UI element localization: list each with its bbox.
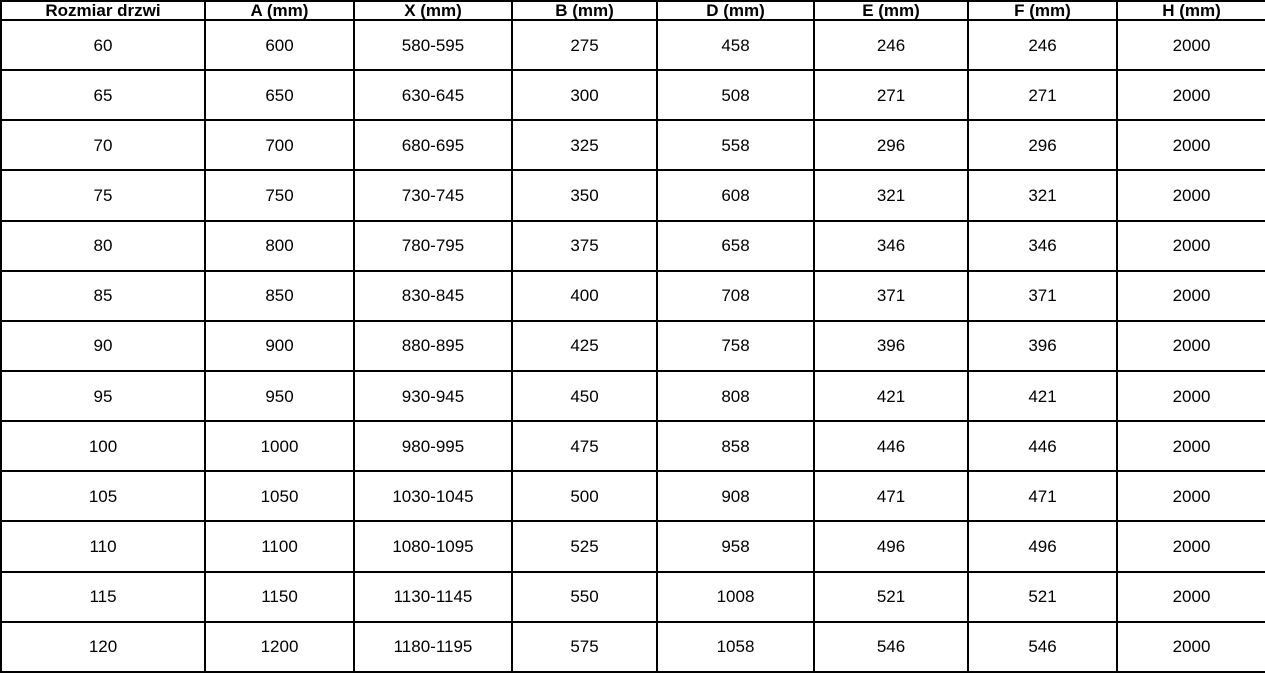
table-cell: 658 xyxy=(657,221,814,271)
table-cell: 350 xyxy=(512,170,657,220)
table-cell: 1080-1095 xyxy=(354,521,512,571)
table-cell: 70 xyxy=(1,120,205,170)
table-cell: 600 xyxy=(205,20,354,70)
table-cell: 471 xyxy=(814,471,968,521)
table-cell: 2000 xyxy=(1117,70,1265,120)
table-cell: 546 xyxy=(814,622,968,672)
table-cell: 2000 xyxy=(1117,321,1265,371)
table-cell: 271 xyxy=(814,70,968,120)
header-row xyxy=(1,1,1265,20)
table-cell: 346 xyxy=(968,221,1117,271)
table-header xyxy=(1,1,1265,20)
table-cell: 120 xyxy=(1,622,205,672)
table-cell: 858 xyxy=(657,421,814,471)
table-cell: 521 xyxy=(814,572,968,622)
table-cell: 496 xyxy=(968,521,1117,571)
table-cell: 808 xyxy=(657,371,814,421)
table-cell: 2000 xyxy=(1117,622,1265,672)
table-row xyxy=(1,120,1265,170)
table-cell: 446 xyxy=(814,421,968,471)
table-cell: 1130-1145 xyxy=(354,572,512,622)
header-cell: X (mm) xyxy=(354,1,512,20)
table-cell: 271 xyxy=(968,70,1117,120)
table-row xyxy=(1,20,1265,70)
table-cell: 575 xyxy=(512,622,657,672)
table-cell: 296 xyxy=(968,120,1117,170)
table-cell: 65 xyxy=(1,70,205,120)
table-cell: 2000 xyxy=(1117,521,1265,571)
table-cell: 300 xyxy=(512,70,657,120)
table-cell: 246 xyxy=(968,20,1117,70)
table-row xyxy=(1,371,1265,421)
table-cell: 2000 xyxy=(1117,221,1265,271)
table-row xyxy=(1,170,1265,220)
table-cell: 700 xyxy=(205,120,354,170)
table-cell: 2000 xyxy=(1117,271,1265,321)
table-body xyxy=(1,20,1265,672)
table-cell: 2000 xyxy=(1117,371,1265,421)
table-cell: 680-695 xyxy=(354,120,512,170)
table-cell: 850 xyxy=(205,271,354,321)
table-row xyxy=(1,221,1265,271)
table-cell: 908 xyxy=(657,471,814,521)
table-cell: 2000 xyxy=(1117,421,1265,471)
table-row xyxy=(1,521,1265,571)
table-cell: 730-745 xyxy=(354,170,512,220)
table-cell: 321 xyxy=(814,170,968,220)
table-cell: 450 xyxy=(512,371,657,421)
table-cell: 246 xyxy=(814,20,968,70)
header-cell: B (mm) xyxy=(512,1,657,20)
table-cell: 900 xyxy=(205,321,354,371)
table-row xyxy=(1,471,1265,521)
table-cell: 650 xyxy=(205,70,354,120)
table-cell: 1150 xyxy=(205,572,354,622)
table-cell: 2000 xyxy=(1117,572,1265,622)
header-cell: Rozmiar drzwi xyxy=(1,1,205,20)
table-row xyxy=(1,421,1265,471)
table-cell: 1058 xyxy=(657,622,814,672)
table-cell: 2000 xyxy=(1117,120,1265,170)
table-cell: 608 xyxy=(657,170,814,220)
table-cell: 471 xyxy=(968,471,1117,521)
table-cell: 758 xyxy=(657,321,814,371)
table-cell: 115 xyxy=(1,572,205,622)
table-cell: 496 xyxy=(814,521,968,571)
table-cell: 1000 xyxy=(205,421,354,471)
header-cell: F (mm) xyxy=(968,1,1117,20)
table-row xyxy=(1,70,1265,120)
table-cell: 105 xyxy=(1,471,205,521)
table-cell: 958 xyxy=(657,521,814,571)
table-cell: 2000 xyxy=(1117,20,1265,70)
table-cell: 950 xyxy=(205,371,354,421)
table-cell: 800 xyxy=(205,221,354,271)
table-cell: 630-645 xyxy=(354,70,512,120)
table-cell: 75 xyxy=(1,170,205,220)
table-cell: 558 xyxy=(657,120,814,170)
table-cell: 580-595 xyxy=(354,20,512,70)
table-cell: 85 xyxy=(1,271,205,321)
table-cell: 80 xyxy=(1,221,205,271)
table-cell: 1008 xyxy=(657,572,814,622)
table-cell: 446 xyxy=(968,421,1117,471)
table-cell: 475 xyxy=(512,421,657,471)
table-cell: 458 xyxy=(657,20,814,70)
header-cell: E (mm) xyxy=(814,1,968,20)
table-cell: 521 xyxy=(968,572,1117,622)
table-cell: 371 xyxy=(814,271,968,321)
table-cell: 90 xyxy=(1,321,205,371)
table-cell: 296 xyxy=(814,120,968,170)
table-cell: 508 xyxy=(657,70,814,120)
table-cell: 550 xyxy=(512,572,657,622)
table-cell: 830-845 xyxy=(354,271,512,321)
table-cell: 1050 xyxy=(205,471,354,521)
table-cell: 110 xyxy=(1,521,205,571)
table-cell: 396 xyxy=(814,321,968,371)
table-cell: 425 xyxy=(512,321,657,371)
table-cell: 396 xyxy=(968,321,1117,371)
table-row xyxy=(1,572,1265,622)
table-cell: 1030-1045 xyxy=(354,471,512,521)
table-cell: 780-795 xyxy=(354,221,512,271)
header-cell: A (mm) xyxy=(205,1,354,20)
table-cell: 1180-1195 xyxy=(354,622,512,672)
table-row xyxy=(1,271,1265,321)
table-cell: 375 xyxy=(512,221,657,271)
table-cell: 546 xyxy=(968,622,1117,672)
table-cell: 880-895 xyxy=(354,321,512,371)
table-cell: 275 xyxy=(512,20,657,70)
table-cell: 321 xyxy=(968,170,1117,220)
table-cell: 525 xyxy=(512,521,657,571)
table-cell: 100 xyxy=(1,421,205,471)
table-row xyxy=(1,622,1265,672)
table-cell: 400 xyxy=(512,271,657,321)
table-cell: 980-995 xyxy=(354,421,512,471)
table-cell: 750 xyxy=(205,170,354,220)
table-cell: 500 xyxy=(512,471,657,521)
table-cell: 708 xyxy=(657,271,814,321)
table-cell: 2000 xyxy=(1117,471,1265,521)
table-cell: 60 xyxy=(1,20,205,70)
table-cell: 371 xyxy=(968,271,1117,321)
table-cell: 421 xyxy=(968,371,1117,421)
table-cell: 325 xyxy=(512,120,657,170)
table-cell: 2000 xyxy=(1117,170,1265,220)
table-cell: 1100 xyxy=(205,521,354,571)
table-cell: 346 xyxy=(814,221,968,271)
table-cell: 1200 xyxy=(205,622,354,672)
table-cell: 421 xyxy=(814,371,968,421)
header-cell: H (mm) xyxy=(1117,1,1265,20)
header-cell: D (mm) xyxy=(657,1,814,20)
table-cell: 95 xyxy=(1,371,205,421)
table-row xyxy=(1,321,1265,371)
table-cell: 930-945 xyxy=(354,371,512,421)
